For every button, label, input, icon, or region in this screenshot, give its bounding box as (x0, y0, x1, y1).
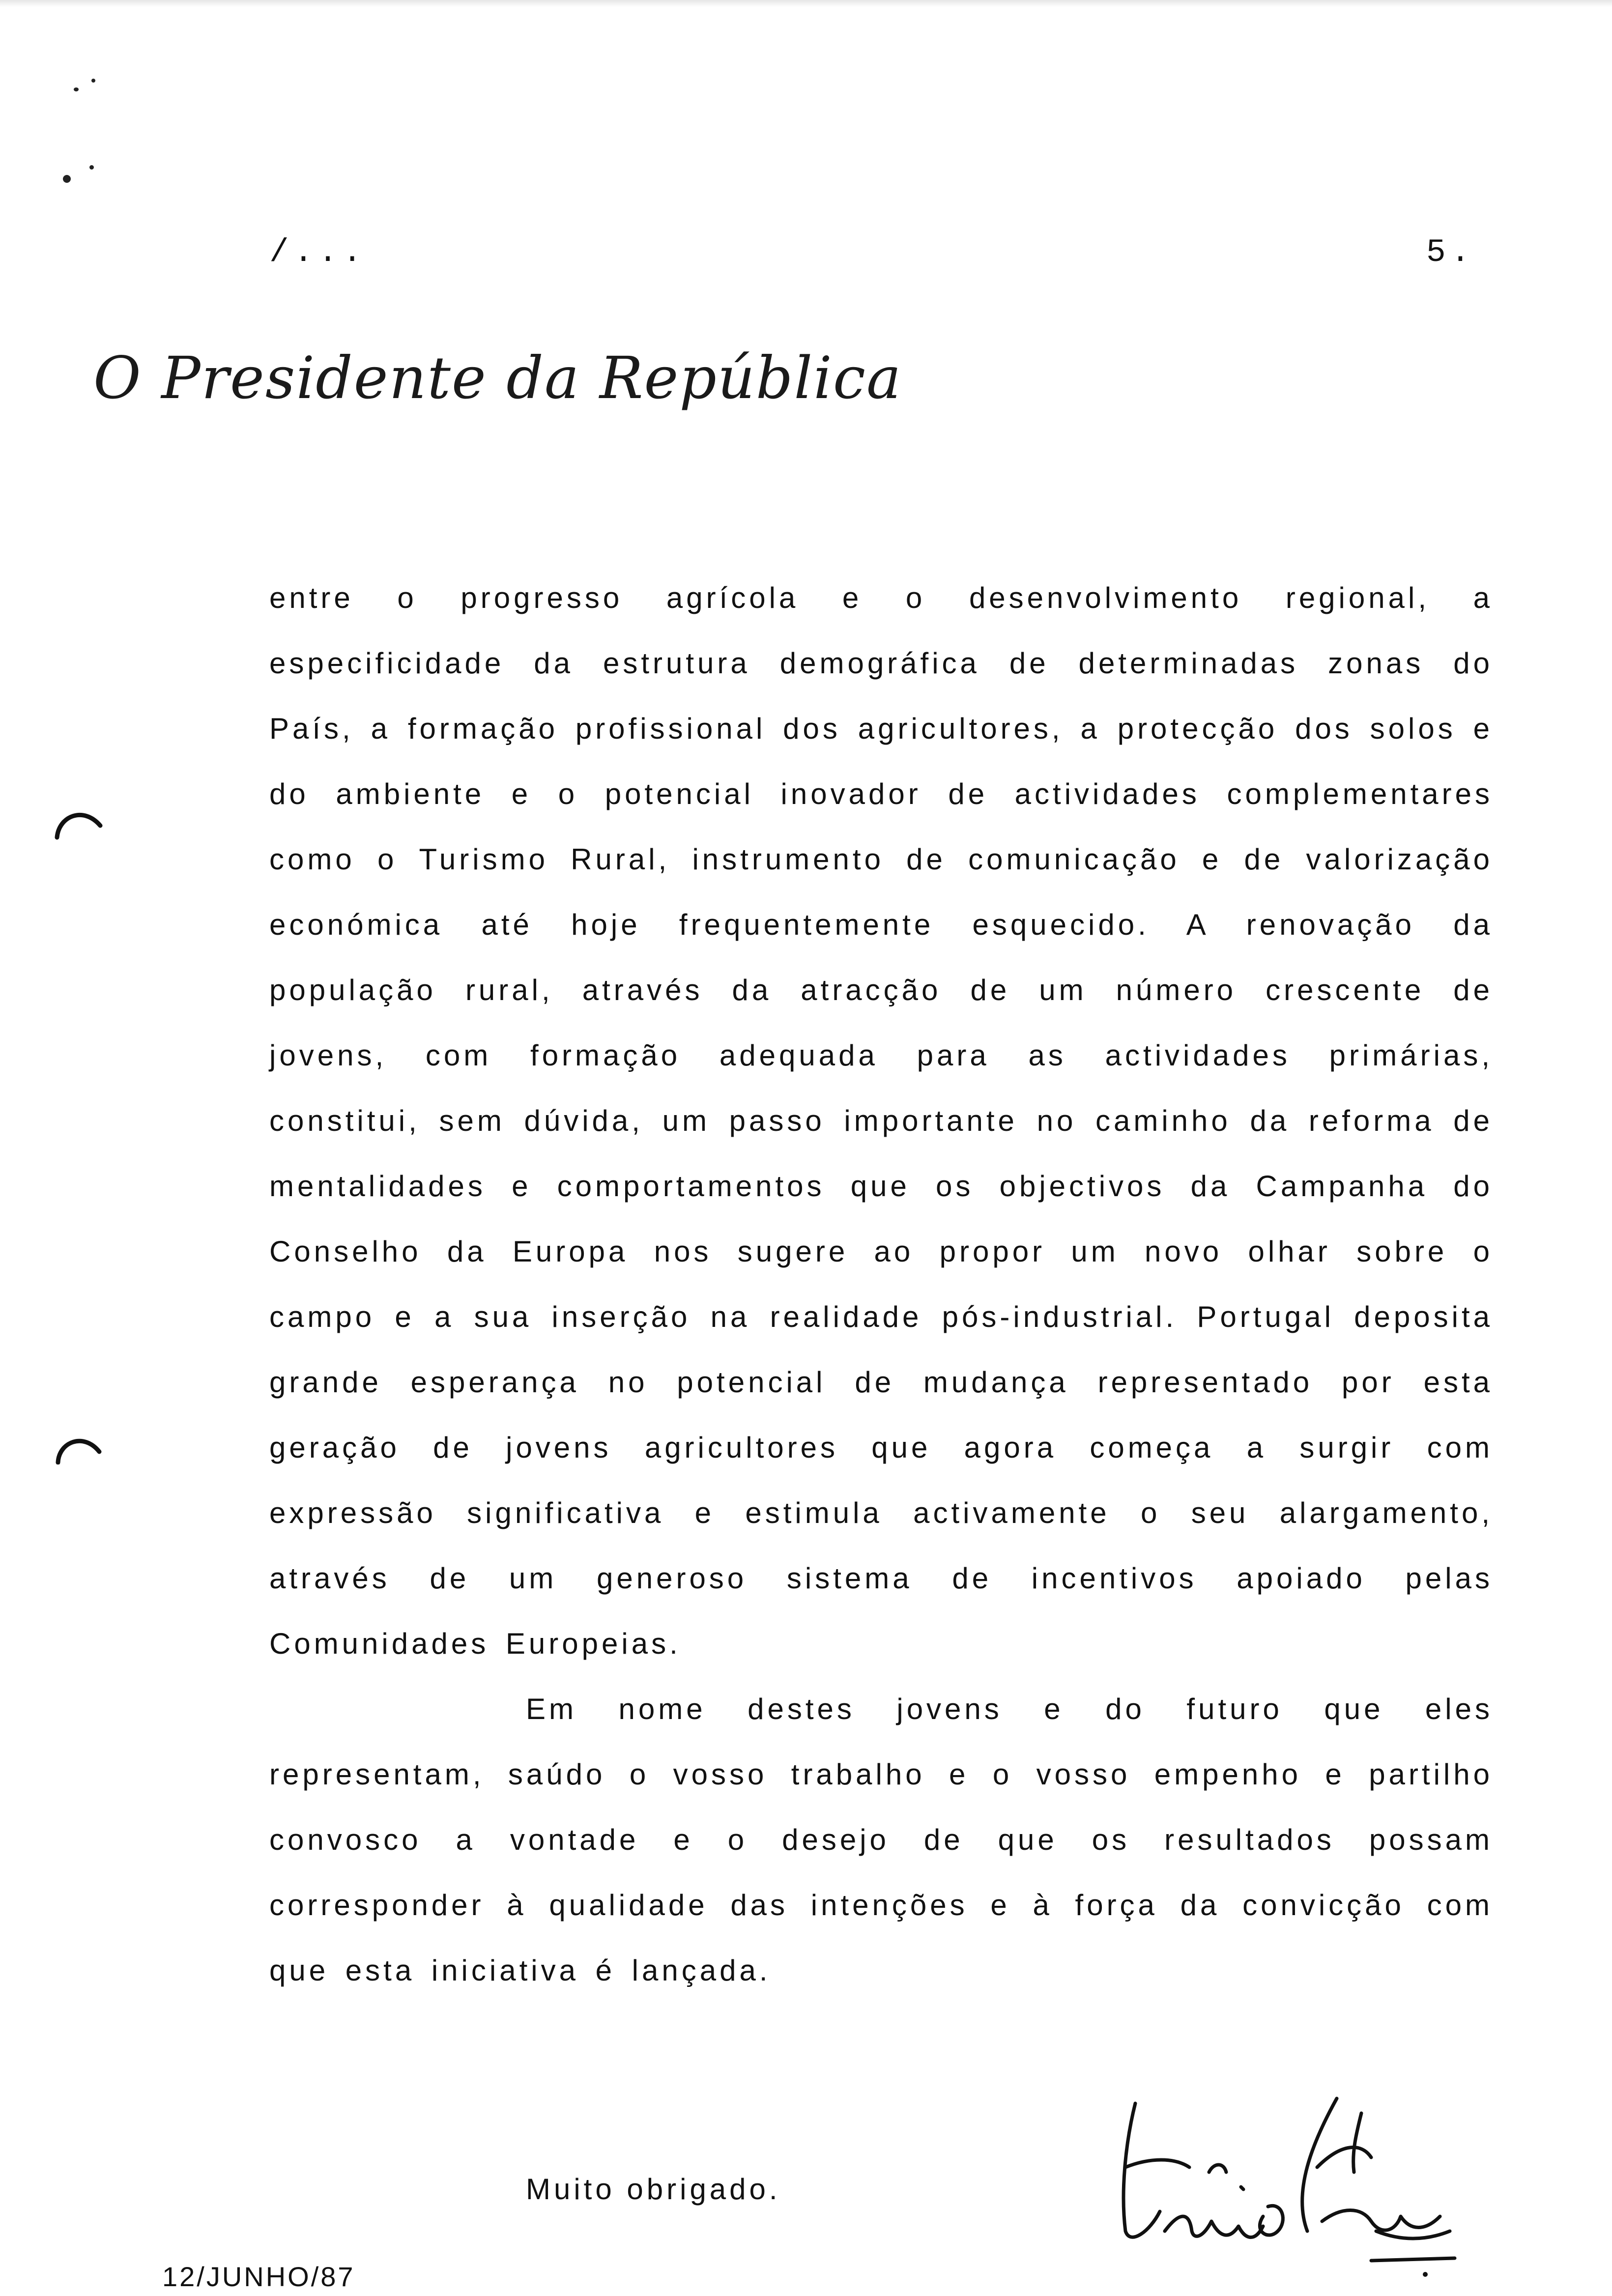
scan-edge (0, 0, 1612, 7)
scan-speck (74, 87, 79, 91)
binder-hole-mark (54, 806, 103, 840)
document-date: 12/JUNHO/87 (162, 2261, 355, 2292)
closing-line: Muito obrigado. (526, 2173, 781, 2206)
body-paragraph: entre o progresso agrícola e o desenvolvimento regional, a especificidade da estrutura demográfica de determinadas zonas do País, a formação profissional dos agricultores, a protecção dos solos e do ambiente e o potencial inovador de actividades complementares como o Turismo Rural, instrumento de comunicação e de valorização económica até hoje frequentemente esquecido. A renovação da população rural, através da atracção de um número crescente de jovens, com formação adequada para as actividades primárias, constitui, sem dúvida, um passo importante no caminho da reforma de mentalidades e comportamentos que os objectivos da Campanha do Conselho da Europa nos sugere ao propor um novo olhar sobre o campo e a sua inserção na realidade pós-industrial. Portugal deposita grande esperança no potencial de mudança representado por esta geração de jovens agricultores que agora começa a surgir com expressão significativa e estimula activamente o seu alargamento, através de um generoso sistema de incentivos apoiado pelas Comunidades Europeias. (269, 581, 1493, 1660)
scan-speck (63, 175, 71, 183)
page-number: 5. (1426, 234, 1475, 271)
document-body (269, 565, 1493, 2003)
handwritten-signature-icon (1106, 2084, 1460, 2280)
continuation-mark: /... (269, 234, 367, 271)
scan-speck (91, 79, 95, 83)
body-paragraph: Em nome destes jovens e do futuro que eles representam, saúdo o vosso trabalho e o vosso empenho e partilho convosco a vontade e o desejo de que os resultados possam corresponder à qualidade das intenções e à força da convicção com que esta iniciativa é lançada. (269, 1693, 1493, 1987)
scan-speck (89, 165, 94, 170)
binder-hole-mark (54, 1430, 103, 1464)
letterhead: O Presidente da República (93, 344, 902, 412)
